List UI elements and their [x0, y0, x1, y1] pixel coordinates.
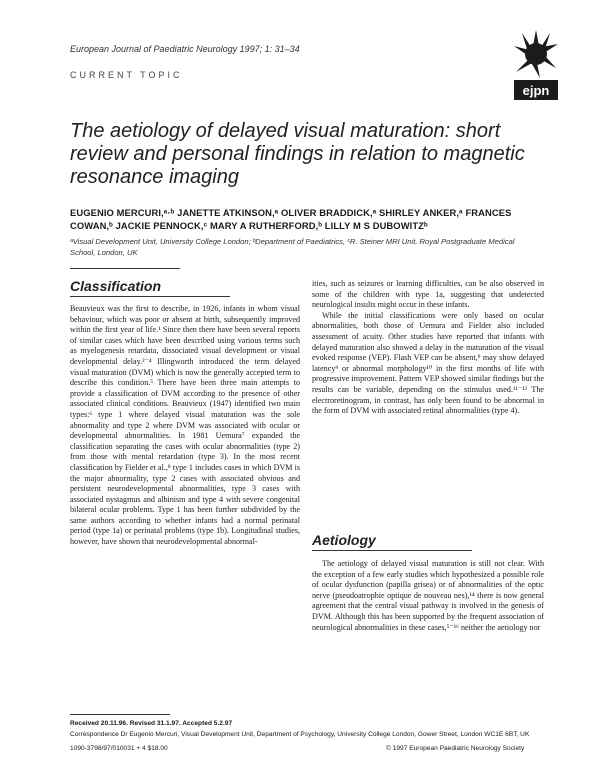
heading-underline: [312, 550, 472, 551]
splat-icon: [514, 30, 558, 78]
footer-rule: [70, 714, 170, 715]
section-tag: CURRENT TOPIC: [70, 70, 183, 80]
article-title: The aetiology of delayed visual maturation: short review and personal findings in relation to magnetic resonance imaging: [70, 120, 525, 188]
classification-paragraph-2: ities, such as seizures or learning difficulties, can be also observed in some of the children with type 1a, suggesting that undetected neurological insults might occur in these infants.: [312, 279, 544, 310]
journal-citation: European Journal of Paediatric Neurology 1997; 1: 31–34: [70, 44, 300, 54]
classification-section: [70, 278, 300, 548]
section-heading-aetiology: Aetiology: [312, 532, 376, 548]
classification-paragraph-3: While the initial classifications were only based on ocular abnormalities, both those of Uemura and Fielder also included assessment of acuity. Other studies have reported that infants with delayed maturation also showed a delay in the maturation of the visual evoked response (VEP). Flash VEP can be absent,⁹ may show delayed latency⁹ or abnormal morphology¹⁰ in the first months of life with progressive improvement. Pattern VEP showed similar findings but the results can be variable, depending on the stimulus used.¹¹⁻¹³ The electroretinogram, in contrast, has only been found to be abnormal in the form of DVM with associated retinal abnormalities (type 4).: [312, 310, 544, 416]
logo-text: ejpn: [522, 83, 550, 98]
aetiology-paragraph-1: The aetiology of delayed visual maturation is still not clear. With the exception of a few early studies which hypothesized a possible role of ocular dysfunction (papilla grisea) or of abnormalities of the optic nerve (pseudoatrophie optique de nouveau nes),¹⁴ there is now general agreement that the central visual pathway is involved in the genesis of DVM. Although this has been supported by the frequent association of neurological abnormalities in these cases,⁵⁻¹⁶ neither the aetiology nor: [312, 559, 544, 632]
heading-underline: [70, 296, 230, 297]
issn: 1090-3798/97/010031 + 4 $18.00: [70, 745, 168, 752]
separator-rule: [70, 268, 180, 269]
correspondence: Correspondence Dr Eugenio Mercuri, Visual Development Unit, Department of Psychology, University College London, Gower Street, London WC1E 6BT, UK: [70, 731, 530, 738]
author-list: EUGENIO MERCURI,ᵃ·ᵇ JANETTE ATKINSON,ᵃ OLIVER BRADDICK,ᵃ SHIRLEY ANKER,ᵃ FRANCES COWAN,ᵇ JACKIE PENNOCK,ᶜ MARY A RUTHERFORD,ᵇ LILLY M S DUBOWITZᵇ: [70, 207, 512, 231]
received-dates: Received 20.11.96. Revised 31.1.97. Accepted 5.2.97: [70, 720, 233, 727]
journal-logo: [512, 30, 560, 102]
classification-continued: [312, 279, 544, 417]
aetiology-section: [312, 532, 544, 633]
affiliations: ᵃVisual Development Unit, University College London; ᵇDepartment of Paediatrics, ᶜR. Steiner MRI Unit, Royal Postgraduate Medical School, London, UK: [70, 237, 515, 257]
section-heading-classification: Classification: [70, 278, 162, 294]
copyright: © 1997 European Paediatric Neurology Society: [386, 745, 525, 752]
classification-paragraph-1: Beauvieux was the first to describe, in 1926, infants in whom visual behaviour, which was poor or absent at birth, subsequently improved within the first year of life.¹ Since then there have been several reports of similar cases which have been described using various terms such as myelogenesis retardata, dissociated visual development or visual developmental delay.²⁻⁴ Illingworth introduced the term delayed visual maturation (DVM) which is now the generally accepted term to describe this condition.⁵ There have been three main attempts to provide a classification of DVM according to the presence of other associated clinical conditions. Beauvieux (1947) identified two main types:⁶ type 1 where delayed visual maturation was the sole abnormality and type 2 where DVM was associated with ocular or developmental abnormalities. In 1981 Uemura⁷ expanded the classification separating the cases with ocular abnormalities (type 2) from those with mental retardation (type 3). In the most recent classification by Fielder et al.,⁸ type 1 includes cases in which DVM is the major abnormality, type 2 cases with associated obvious and persistent neurodevelopmental abnormalities, type 3 cases with associated nystagmus and albinism and type 4 with severe congenital bilateral ocular problems. Type 1 has been further subdivided by the same authors according to whether infants had a normal perinatal period (type 1a) or perinatal problems (type 1b). Longitudinal studies, however, have shown that neurodevelopmental abnormal-: [70, 304, 300, 547]
